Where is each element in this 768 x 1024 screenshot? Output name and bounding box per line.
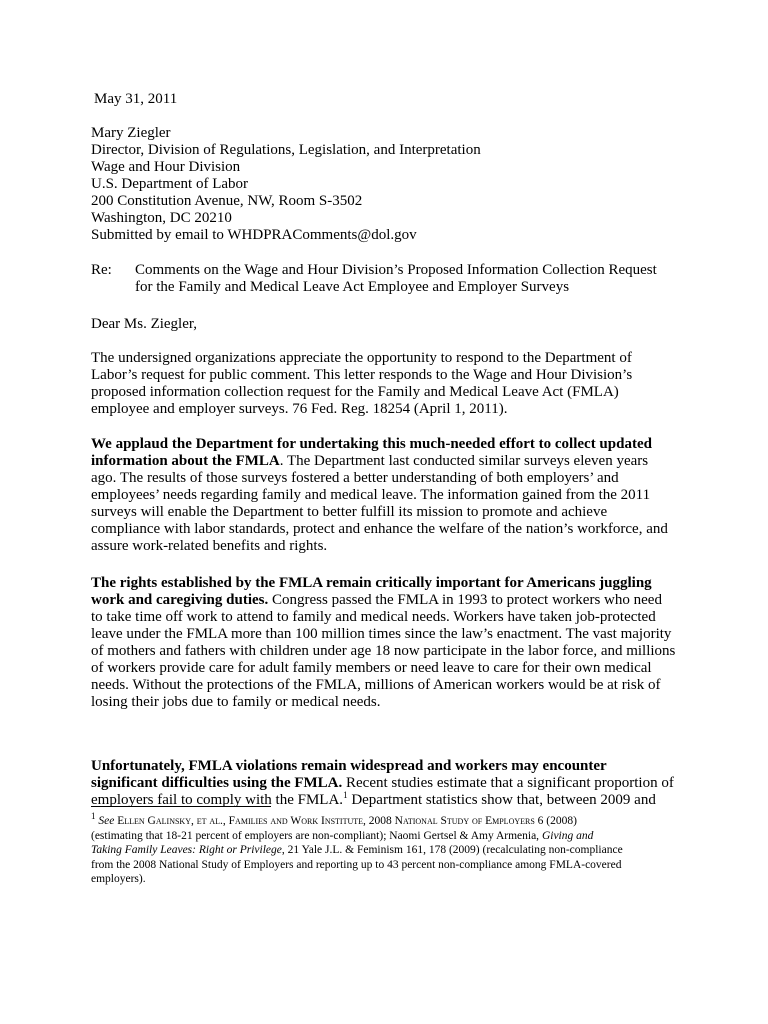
recipient-department: U.S. Department of Labor: [91, 176, 249, 192]
subject-text: [135, 262, 695, 296]
paragraph-line: surveys will enable the Department to better fulfill its mission to promote and achieve: [91, 504, 608, 520]
bold-lead: work and caregiving duties.: [91, 592, 269, 608]
paragraph-line: of mothers and fathers with children under age 18 now participate in the labor force, and millions: [91, 643, 676, 659]
bold-lead: We applaud the Department for undertaking this much-needed effort to collect updated: [91, 436, 652, 452]
footnote-line: employers).: [91, 873, 146, 885]
paragraph-violations: [91, 758, 681, 809]
subject-line: Comments on the Wage and Hour Division’s Proposed Information Collection Request: [135, 262, 657, 278]
footnote-ref[interactable]: 1: [343, 790, 348, 800]
footnote-line: from the 2008 National Study of Employers and reporting up to 43 percent non-compliance among FMLA-covered: [91, 858, 622, 871]
footnote: [91, 811, 691, 887]
paragraph-text: Department statistics show that, between 2009 and: [347, 792, 656, 808]
paragraph-line: assure work-related benefits and rights.: [91, 538, 328, 554]
subject-label: Re:: [91, 262, 112, 278]
recipient-city: Washington, DC 20210: [91, 210, 232, 226]
bold-lead: Unfortunately, FMLA violations remain widespread and workers may encounter: [91, 758, 607, 774]
recipient-name: Mary Ziegler: [91, 125, 171, 141]
paragraph-line: employee and employer surveys. 76 Fed. Reg. 18254 (April 1, 2011).: [91, 401, 508, 417]
bold-lead: information about the FMLA: [91, 453, 280, 469]
paragraph-rights: [91, 575, 681, 711]
paragraph-line: losing their jobs due to family or medical needs.: [91, 694, 381, 710]
footnote-title: Giving and: [541, 829, 594, 842]
footnote-signal: See: [98, 815, 115, 827]
paragraph-line: [91, 592, 681, 609]
paragraph-text: Congress passed the FMLA in 1993 to protect workers who need: [268, 592, 662, 608]
paragraph-text: . The Department last conducted similar surveys eleven years: [279, 453, 649, 469]
paragraph-line: needs. Without the protections of the FMLA, millions of American workers would be at risk of: [91, 677, 661, 693]
recipient-address: [91, 125, 481, 244]
paragraph-line: compliance with labor standards, protect and enhance the welfare of the nation’s workforce, and: [91, 521, 668, 537]
paragraph-line: [91, 758, 681, 775]
recipient-street: 200 Constitution Avenue, NW, Room S-3502: [91, 193, 363, 209]
salutation: Dear Ms. Ziegler,: [91, 316, 198, 332]
paragraph-line: Labor’s request for public comment. This letter responds to the Wage and Hour Division’s: [91, 367, 633, 383]
paragraph-line: The undersigned organizations appreciate the opportunity to respond to the Department of: [91, 350, 632, 366]
paragraph-line: to take time off work to attend to family and medical needs. Workers have taken job-protected: [91, 609, 656, 625]
footnote-number: 1: [91, 811, 96, 822]
paragraph-line: [91, 436, 681, 453]
paragraph-text: Recent studies estimate that a significant proportion of: [342, 775, 674, 791]
paragraph-line: [91, 575, 681, 592]
footnote-line: [91, 843, 691, 858]
submission-note: Submitted by email to WHDPRAComments@dol.gov: [91, 227, 417, 243]
recipient-title: Director, Division of Regulations, Legislation, and Interpretation: [91, 142, 481, 158]
paragraph-line: [91, 775, 681, 792]
footnote-divider: [91, 806, 271, 807]
subject-line: for the Family and Medical Leave Act Employee and Employer Surveys: [135, 279, 570, 295]
paragraph-line: proposed information collection request for the Family and Medical Leave Act (FMLA): [91, 384, 619, 400]
paragraph-applaud: [91, 436, 681, 555]
paragraph-line: leave under the FMLA more than 100 million times since the law’s enactment. The vast majority: [91, 626, 672, 642]
footnote-text: (estimating that 18-21 percent of employers are non-compliant); Naomi Gertsel & Amy Armenia,: [91, 829, 542, 842]
bold-lead: The rights established by the FMLA remain critically important for Americans juggling: [91, 575, 652, 591]
bold-lead: significant difficulties using the FMLA.: [91, 775, 343, 791]
recipient-division: Wage and Hour Division: [91, 159, 241, 175]
footnote-text: , 21 Yale J.L. & Feminism 161, 178 (2009) (recalculating non-compliance: [281, 844, 623, 856]
paragraph-text: employers fail to comply with the FMLA.: [91, 792, 344, 808]
paragraph-line: of workers provide care for adult family members or need leave to care for their own medical: [91, 660, 652, 676]
footnote-title: Taking Family Leaves: Right or Privilege: [91, 844, 282, 856]
letter-date: May 31, 2011: [94, 91, 178, 107]
footnote-line: [91, 811, 691, 829]
paragraph-line: [91, 453, 681, 470]
paragraph-intro: [91, 350, 681, 418]
paragraph-line: employees’ needs regarding family and medical leave. The information gained from the 2011: [91, 487, 651, 503]
footnote-text: Ellen Galinsky, et al., Families and Work Institute, 2008 National Study of Employers 6 (2008): [114, 815, 577, 827]
footnote-line: [91, 829, 691, 844]
paragraph-line: ago. The results of those surveys fostered a better understanding of both employers’ and: [91, 470, 619, 486]
